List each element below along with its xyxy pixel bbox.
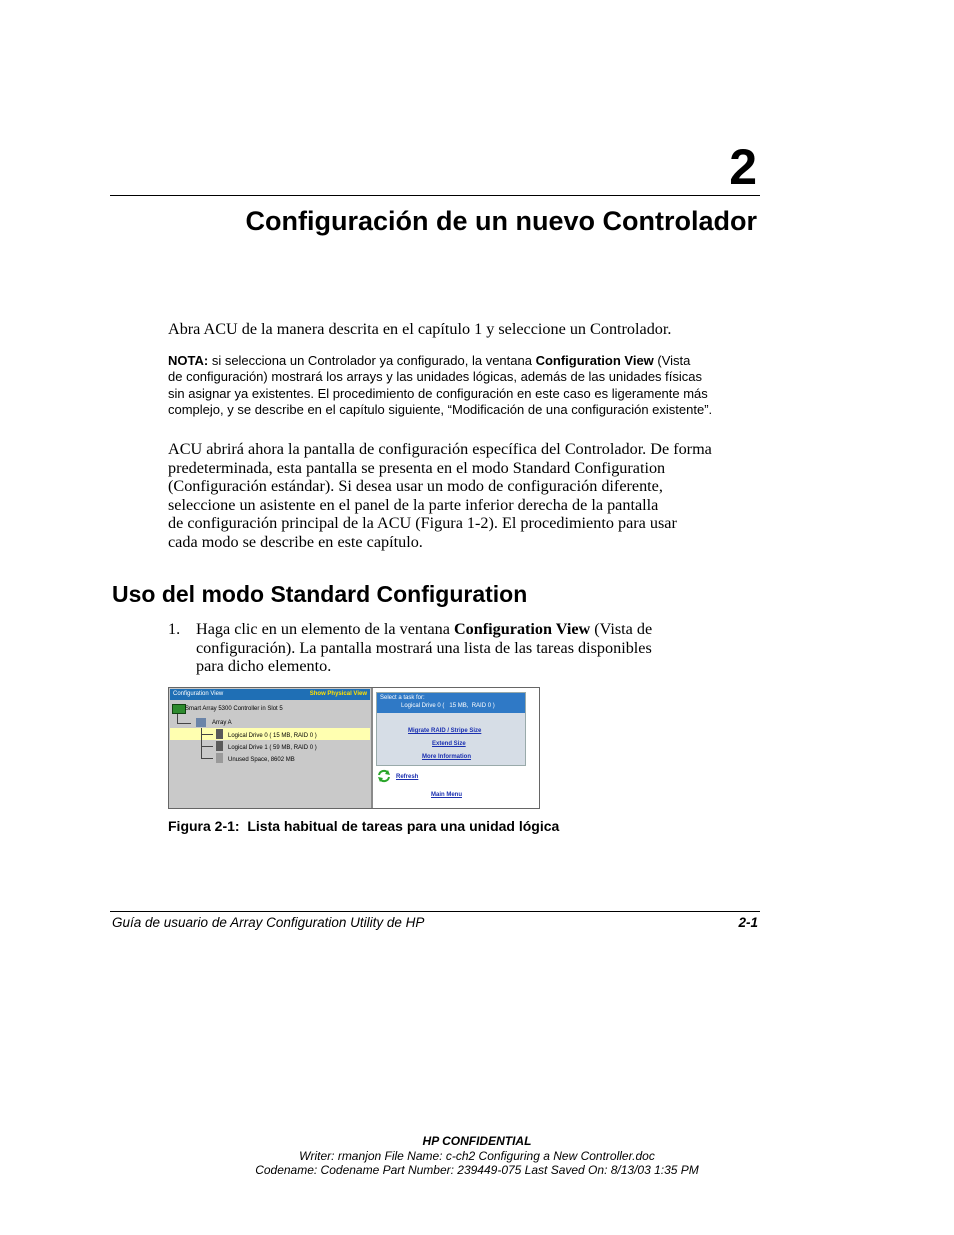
configuration-view-header xyxy=(170,689,370,700)
chapter-title: Configuración de un nuevo Controlador xyxy=(245,206,757,236)
paragraph-line: seleccione un asistente en el panel de la parte inferior derecha de la pantalla xyxy=(168,495,659,514)
note-text: si selecciona un Controlador ya configurado, la ventana xyxy=(208,353,536,368)
configuration-view-title: Configuration View xyxy=(173,691,224,697)
step-text xyxy=(196,620,652,676)
footer-title: Guía de usuario de Array Configuration Utility de HP xyxy=(112,915,425,930)
more-information-link[interactable]: More Information xyxy=(422,754,471,760)
step-bold-term: Configuration View xyxy=(453,620,591,638)
chapter-rule xyxy=(110,195,760,196)
unused-space-icon xyxy=(216,753,223,763)
configuration-view-pane xyxy=(169,688,373,808)
refresh-icon[interactable] xyxy=(377,769,391,783)
note-label: NOTA: xyxy=(168,353,209,368)
step-line-2: configuración). La pantalla mostrará una lista de las tareas disponibles xyxy=(196,638,652,657)
tree-connector xyxy=(201,734,213,735)
tree-connector xyxy=(201,758,213,759)
paragraph-line: cada modo se describe en este capítulo. xyxy=(168,532,423,551)
step-line-1 xyxy=(196,620,652,639)
tree-item-unused-space[interactable]: Unused Space, 8602 MB xyxy=(228,757,295,763)
tree-item-logical-drive-1[interactable]: Logical Drive 1 ( 59 MB, RAID 0 ) xyxy=(228,745,317,751)
intro-paragraph: Abra ACU de la manera descrita en el capítulo 1 y seleccione un Controlador. xyxy=(168,320,672,338)
paragraph-line: ACU abrirá ahora la pantalla de configuración específica del Controlador. De forma xyxy=(168,440,712,458)
chapter-number: 2 xyxy=(729,139,757,195)
confidential-codename-line: Codename: Codename Part Number: 239449-075 Last Saved On: 8/13/03 1:35 PM xyxy=(255,1163,699,1177)
body-paragraph xyxy=(168,440,758,552)
footer-rule xyxy=(110,911,760,912)
show-physical-view-link[interactable]: Show Physical View xyxy=(309,691,367,697)
migrate-raid-link[interactable]: Migrate RAID / Stripe Size xyxy=(408,728,482,734)
note-line-4: complejo, y se describe en el capítulo siguiente, “Modificación de una configuración existente”. xyxy=(168,401,713,417)
tree-connector xyxy=(201,728,202,758)
array-icon xyxy=(196,718,206,727)
footer-page-number: 2-1 xyxy=(738,915,758,930)
extend-size-link[interactable]: Extend Size xyxy=(432,741,466,747)
tree-item-array[interactable]: Array A xyxy=(212,720,232,726)
figure-caption: Figura 2-1: Lista habitual de tareas para una unidad lógica xyxy=(168,818,560,834)
tree-connector xyxy=(177,714,178,723)
note-block xyxy=(168,353,763,418)
tree-connector xyxy=(177,723,191,724)
task-selected-drive: Logical Drive 0 ( 15 MB, RAID 0 ) xyxy=(401,703,495,709)
note-line-3: sin asignar ya existentes. El procedimiento de configuración en este caso es ligeramente más xyxy=(168,385,708,401)
note-line-2: de configuración) mostrará los arrays y las unidades lógicas, además de las unidades físicas xyxy=(168,369,702,385)
section-heading: Uso del modo Standard Configuration xyxy=(112,581,528,607)
note-bold-term: Configuration View xyxy=(535,353,654,368)
step-text-end: (Vista de xyxy=(590,620,653,638)
logical-drive-icon xyxy=(216,729,223,739)
confidential-title: HP CONFIDENTIAL xyxy=(422,1134,532,1148)
paragraph-line: (Configuración estándar). Si desea usar un modo de configuración diferente, xyxy=(168,477,663,496)
paragraph-line: de configuración principal de la ACU (Figura 1-2). El procedimiento para usar xyxy=(168,514,677,533)
tree-item-logical-drive-0[interactable]: Logical Drive 0 ( 15 MB, RAID 0 ) xyxy=(228,733,317,739)
task-header xyxy=(377,693,525,713)
confidential-writer-line: Writer: rmanjon File Name: c-ch2 Configuring a New Controller.doc xyxy=(299,1149,655,1163)
note-text-end: (Vista xyxy=(653,353,691,368)
logical-drive-icon xyxy=(216,741,223,751)
step-number: 1. xyxy=(168,620,181,638)
step-line-3: para dicho elemento. xyxy=(196,657,332,676)
controller-icon xyxy=(172,704,186,714)
tree-connector xyxy=(201,746,213,747)
acu-screenshot-figure xyxy=(168,687,540,809)
note-line-1 xyxy=(168,353,763,369)
task-pane xyxy=(373,688,539,808)
task-header-label: Select a task for: xyxy=(380,695,425,701)
task-box xyxy=(376,692,526,766)
paragraph-line: predeterminada, esta pantalla se presenta en el modo Standard Configuration xyxy=(168,458,666,477)
tree-item-controller[interactable]: Smart Array 5300 Controller in Slot 5 xyxy=(185,706,283,712)
step-text-start: Haga clic en un elemento de la ventana xyxy=(196,620,454,638)
refresh-link[interactable]: Refresh xyxy=(396,774,419,780)
main-menu-link[interactable]: Main Menu xyxy=(431,792,462,798)
